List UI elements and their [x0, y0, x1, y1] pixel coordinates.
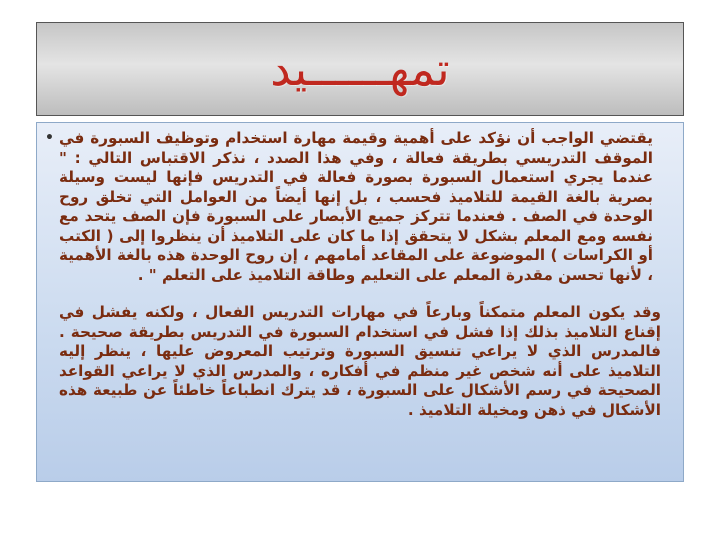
paragraph-intro-text: يقتضي الواجب أن نؤكد على أهمية وقيمة مهارة استخدام وتوظيف السبورة في الموقف التدريسي بطريقة فعالة ، وفي هذا الصدد ، نذكر الاقتباس التالي : " عندما يجري استعمال السبورة بصورة فعالة في التدريس فإنها ليست وسيلة بصرية بالغة القيمة للتلاميذ فحسب ، بل إنها أيضاً من العوامل التي تخلق روح الوحدة في الصف . فعندما تتركز جميع الأبصار على السبورة فإن الصف يتحد مع نفسه ومع المعلم بشكل لا يتحقق إذا ما كان على التلاميذ أن ينظروا إلى ( الكتب أو الكراسات ) الموضوعة على المقاعد أمامهم ، إن روح الوحدة هذه بالغة الأهمية ، لأنها تحسن مقدرة المعلم على التعليم وطاقة التلاميذ على التعلم " .	[59, 129, 653, 284]
paragraph-second: وقد يكون المعلم متمكناً وبارعاً في مهارات التدريس الفعال ، ولكنه يفشل في إقناع التلاميذ بذلك إذا فشل في استخدام السبورة في التدريس بطريقة صحيحة . فالمدرس الذي لا يراعي تنسيق السبورة وترتيب المعروض عليها ، ينظر إليه التلاميذ على أنه شخص غير منظم في أفكاره ، والمدرس الذي لا يراعي القواعد الصحيحة في رسم الأشكال على السبورة ، قد يترك انطباعاً خاطئاً عن طبيعة هذه الأشكال في ذهن ومخيلة التلاميذ .	[59, 303, 661, 419]
paragraph-intro	[45, 129, 661, 285]
page-title: تمهــــــيد	[270, 42, 450, 96]
bullet-icon: •	[45, 130, 54, 146]
title-box	[36, 22, 684, 116]
content-box	[36, 122, 684, 482]
